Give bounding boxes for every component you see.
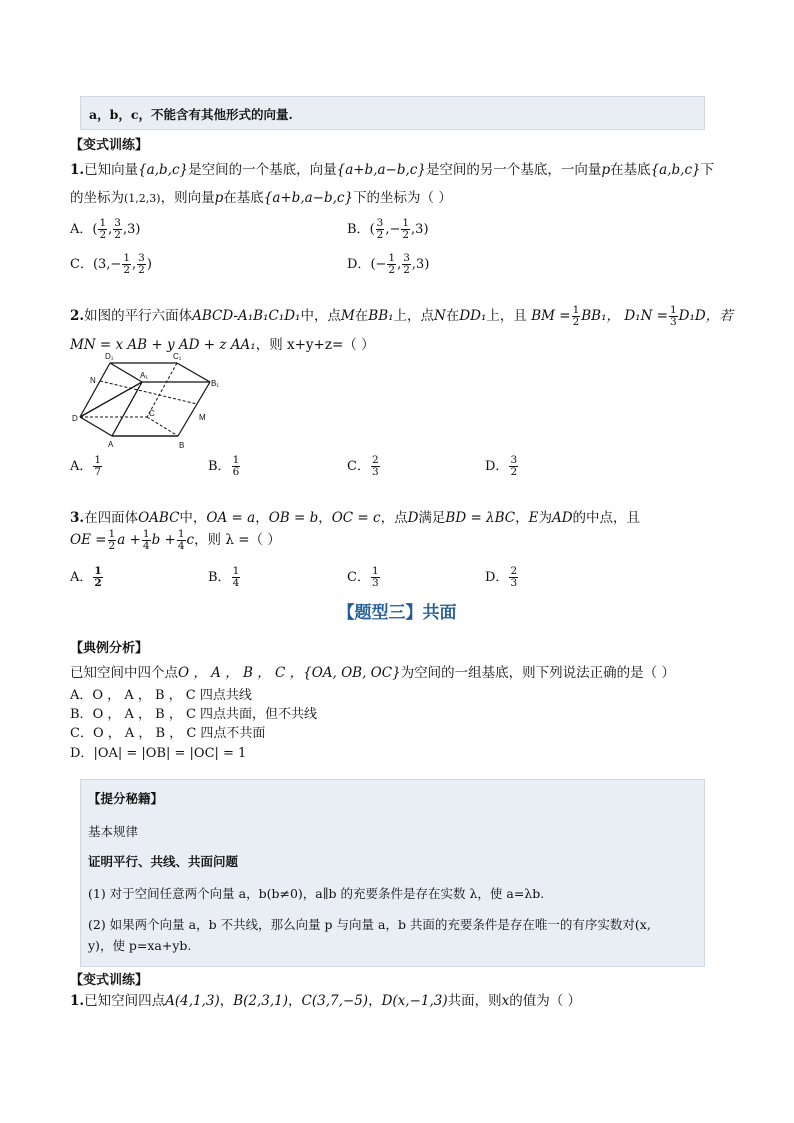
q1-option-a[interactable]: A．( $\frac{1}{2}$ , $\frac{3}{2}$ ,3) bbox=[70, 217, 141, 241]
q2-option-d[interactable]: D． $\frac{3}{2}$ bbox=[485, 454, 518, 478]
question-2-line-1: 2.如图的平行六面体ABCD-A₁B₁C₁D₁中，点M在BB₁上，点N在DD₁上，且 BM = $\frac{1}{2}$ BB₁， D₁N = $\frac{1}{3}$ D₁D，若 bbox=[70, 304, 733, 328]
note-box bbox=[80, 96, 705, 130]
tips-subtitle: 证明平行、共线、共面问题 bbox=[88, 854, 239, 869]
tips-rule: 基本规律 bbox=[88, 824, 139, 839]
q3-option-c[interactable]: C． $\frac{1}{3}$ bbox=[347, 565, 379, 589]
section-heading-coplanar: 【题型三】共面 bbox=[337, 603, 457, 623]
fig-label-c: C bbox=[149, 409, 155, 418]
fig-label-m: M bbox=[199, 413, 206, 422]
section-label-variant-1: 【变式训练】 bbox=[70, 138, 149, 153]
q1-option-d[interactable]: D．(− $\frac{1}{2}$ , $\frac{3}{2}$ ,3) bbox=[347, 252, 430, 276]
tips-title: 【提分秘籍】 bbox=[88, 791, 164, 806]
q3-option-d[interactable]: D． $\frac{2}{3}$ bbox=[485, 565, 518, 589]
question-1-line-1: 1.已知向量{a,b,c}是空间的一个基底，向量{a+b,a−b,c}是空间的另一个基底，一向量p在基底{a,b,c}下 bbox=[70, 162, 715, 178]
question-3-line-1: 3.在四面体OABC中，OA = a，OB = b，OC = c，点D满足BD = λBC，E为AD的中点，且 bbox=[70, 510, 641, 526]
fig-label-d1: D₁ bbox=[105, 352, 114, 361]
question-2-line-2: MN = x AB + y AD + z AA₁，则 x+y+z=（ ） bbox=[70, 337, 375, 353]
fig-label-d: D bbox=[72, 414, 78, 423]
q2-option-c[interactable]: C． $\frac{2}{3}$ bbox=[347, 454, 379, 478]
q2-option-b[interactable]: B． $\frac{1}{6}$ bbox=[208, 454, 240, 478]
question-3-line-2: OE = $\frac{1}{2}$ a + $\frac{1}{4}$ b + $\frac{1}{4}$ c，则 λ =（ ） bbox=[70, 528, 281, 552]
fig-label-b1: B₁ bbox=[211, 379, 220, 388]
fig-label-n: N bbox=[90, 376, 96, 385]
q3-option-a[interactable]: A． $\frac{1}{2}$ bbox=[70, 565, 102, 589]
fig-label-c1: C₁ bbox=[173, 352, 182, 361]
example-option-a[interactable]: A．O ， A ， B ， C 四点共线 bbox=[70, 688, 252, 703]
q2-option-a[interactable]: A． $\frac{1}{7}$ bbox=[70, 454, 102, 478]
parallelepiped-figure bbox=[70, 350, 230, 455]
variant-2-question-1: 1.已知空间四点A(4,1,3)，B(2,3,1)，C(3,7,−5)，D(x,−1,3)共面，则x的值为（ ） bbox=[70, 993, 582, 1009]
q1-option-c[interactable]: C．(3,− $\frac{1}{2}$ , $\frac{3}{2}$ ) bbox=[70, 252, 152, 276]
example-question: 已知空间中四个点O ， A ， B ， C ，{OA, OB, OC}为空间的一组基底，则下列说法正确的是（ ） bbox=[70, 665, 675, 681]
fig-label-b: B bbox=[179, 441, 185, 450]
q1-option-b[interactable]: B．( $\frac{3}{2}$ ,− $\frac{1}{2}$ ,3) bbox=[347, 217, 429, 241]
note-text: a，b，c，不能含有其他形式的向量. bbox=[89, 107, 293, 122]
example-option-d[interactable]: D．|OA| = |OB| = |OC| = 1 bbox=[70, 746, 247, 761]
section-label-variant-2: 【变式训练】 bbox=[70, 973, 149, 988]
fig-label-a1: A₁ bbox=[140, 371, 149, 380]
question-1-line-2: 的坐标为(1,2,3)，则向量p在基底{a+b,a−b,c}下的坐标为（ ） bbox=[70, 190, 452, 206]
example-option-c[interactable]: C．O ， A ， B ， C 四点不共面 bbox=[70, 726, 266, 741]
tips-point-2-line-1: (2) 如果两个向量 a，b 不共线，那么向量 p 与向量 a，b 共面的充要条件是存在唯一的有序实数对(x, bbox=[88, 917, 651, 932]
fig-label-a: A bbox=[108, 440, 114, 449]
section-label-example: 【典例分析】 bbox=[70, 641, 149, 656]
example-option-b[interactable]: B．O ， A ， B ， C 四点共面，但不共线 bbox=[70, 707, 318, 722]
tips-point-2-line-2: y)，使 p=xa+yb. bbox=[88, 938, 192, 953]
tips-point-1: (1) 对于空间任意两个向量 a，b(b≠0)，a∥b 的充要条件是存在实数 λ，使 a=λb. bbox=[88, 886, 545, 901]
q3-option-b[interactable]: B． $\frac{1}{4}$ bbox=[208, 565, 240, 589]
